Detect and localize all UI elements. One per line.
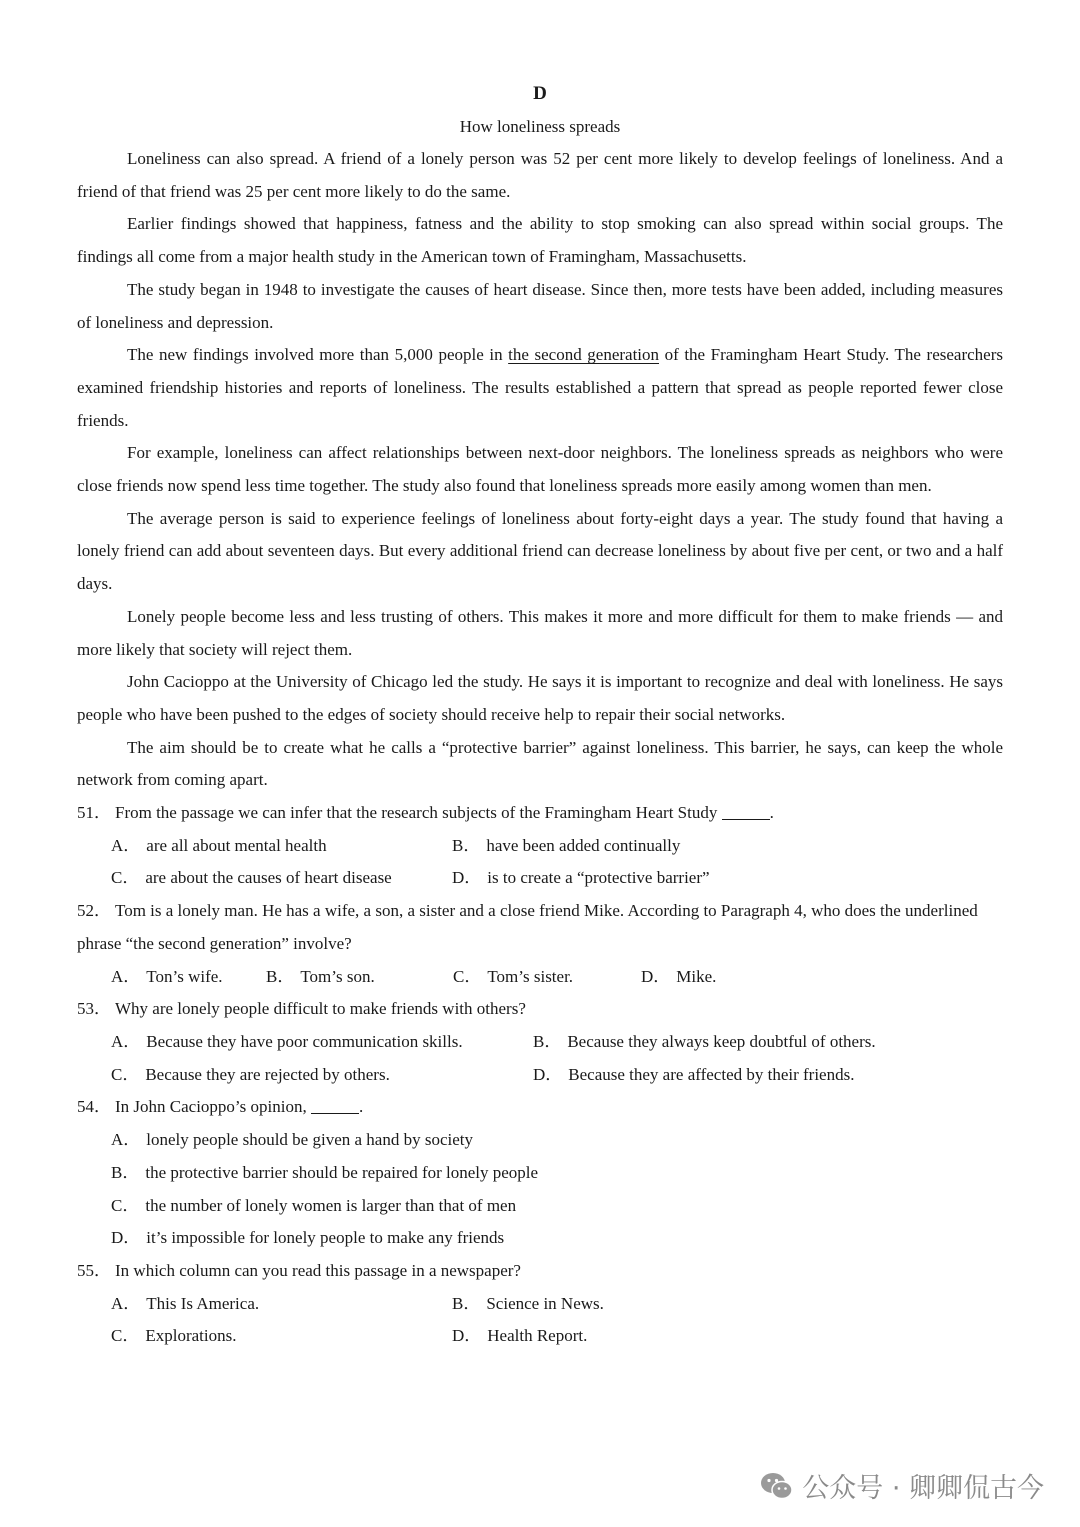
option-d[interactable] — [533, 1059, 1003, 1092]
option-label: B． — [111, 1162, 140, 1182]
option-text: are all about mental health — [146, 835, 327, 855]
option-c[interactable] — [453, 961, 641, 994]
paragraph-4-text-after: of the Framingham Heart Study. The researchers examined friendship histories and reports of loneliness. The results established a pattern that spread as people reported fewer close friends. — [77, 345, 1003, 430]
option-label: A． — [111, 835, 141, 855]
option-text: the number of lonely women is larger than that of men — [145, 1195, 517, 1215]
question-number: 53． — [77, 999, 111, 1019]
paragraph-4-text-before: The new findings involved more than 5,000 people in — [127, 345, 509, 365]
option-b[interactable] — [533, 1026, 1003, 1059]
paragraph-7: Lonely people become less and less trusting of others. This makes it more and more difficult for them to make friends — and more likely that society will reject them. — [77, 606, 1003, 659]
option-label: B． — [266, 966, 295, 986]
question-52-options — [77, 961, 1003, 994]
answer-blank — [311, 1095, 359, 1114]
question-51-options — [77, 830, 1003, 895]
option-text: Tom’s son. — [300, 966, 375, 986]
option-b[interactable] — [111, 1157, 1003, 1190]
question-number: 51． — [77, 803, 111, 823]
option-label: D． — [533, 1064, 563, 1084]
option-a[interactable] — [111, 830, 452, 863]
option-d[interactable] — [452, 862, 1003, 895]
question-stem: Why are lonely people difficult to make friends with others? — [115, 999, 526, 1019]
question-stem-end: . — [358, 1097, 364, 1117]
option-text: Science in News. — [486, 1293, 604, 1313]
option-a[interactable] — [111, 961, 266, 994]
option-label: B． — [452, 1293, 481, 1313]
option-text: is to create a “protective barrier” — [487, 868, 710, 888]
option-label: C． — [111, 1195, 140, 1215]
paragraph-8: John Cacioppo at the University of Chicago led the study. He says it is important to recognize and deal with loneliness. He says people who have been pushed to the edges of society should receive help to repair their social networks. — [77, 672, 1003, 724]
paragraph-6: The average person is said to experience feelings of loneliness about forty-eight days a year. The study found that having a lonely friend can add about seventeen days. But every additional friend can decrease loneliness by about five per cent, or two and a half days. — [77, 508, 1003, 594]
question-53 — [77, 993, 1003, 1026]
option-c[interactable] — [111, 862, 452, 895]
question-54 — [77, 1091, 1003, 1124]
option-text: Ton’s wife. — [146, 966, 223, 986]
option-label: A． — [111, 1031, 141, 1051]
option-label: D． — [452, 1326, 482, 1346]
option-text: are about the causes of heart disease — [145, 868, 392, 888]
option-label: A． — [111, 1130, 141, 1150]
question-number: 55． — [77, 1260, 111, 1280]
question-stem: In John Cacioppo’s opinion, — [115, 1097, 311, 1117]
option-b[interactable] — [452, 1288, 1003, 1321]
option-text: Because they are rejected by others. — [145, 1064, 390, 1084]
option-c[interactable] — [111, 1059, 533, 1092]
option-d[interactable] — [111, 1222, 1003, 1255]
option-label: D． — [452, 868, 482, 888]
question-53-options — [77, 1026, 1003, 1091]
option-label: B． — [452, 835, 481, 855]
option-d[interactable] — [452, 1320, 1003, 1353]
option-text: Mike. — [676, 966, 717, 986]
option-text: lonely people should be given a hand by society — [146, 1130, 473, 1150]
passage-title: How loneliness spreads — [459, 117, 621, 136]
option-label: D． — [641, 966, 671, 986]
option-label: A． — [111, 966, 141, 986]
option-label: C． — [111, 868, 140, 888]
question-stem: From the passage we can infer that the research subjects of the Framingham Heart Study — [115, 803, 722, 823]
section-letter: D — [533, 83, 547, 104]
watermark-text: 公众号 · 卿卿侃古今 — [802, 1473, 1044, 1504]
option-a[interactable] — [111, 1026, 533, 1059]
paragraph-1: Loneliness can also spread. A friend of a lonely person was 52 per cent more likely to develop feelings of loneliness. And a friend of that friend was 25 per cent more likely to do the same. — [77, 149, 1003, 201]
paragraph-4 — [77, 339, 1003, 437]
option-text: the protective barrier should be repaired for lonely people — [145, 1162, 539, 1182]
paragraph-9: The aim should be to create what he calls a “protective barrier” against loneliness. This barrier, he says, can keep the whole network from coming apart. — [77, 737, 1003, 790]
paragraph-2: Earlier findings showed that happiness, fatness and the ability to stop smoking can also spread within social groups. The findings all come from a major health study in the American town of Framingham, Massachusetts. — [77, 214, 1003, 267]
option-b[interactable] — [452, 830, 1003, 863]
question-55 — [77, 1255, 1003, 1288]
option-b[interactable] — [266, 961, 453, 994]
option-text: it’s impossible for lonely people to make any friends — [146, 1228, 505, 1248]
paragraph-5: For example, loneliness can affect relationships between next-door neighbors. The loneliness spreads as neighbors who were close friends now spend less time together. The study also found that loneliness spreads more easily among women than men. — [77, 443, 1003, 496]
question-stem: In which column can you read this passage in a newspaper? — [115, 1260, 521, 1280]
option-text: Tom’s sister. — [487, 966, 574, 986]
option-text: Because they are affected by their friends. — [568, 1064, 855, 1084]
option-text: Explorations. — [145, 1326, 237, 1346]
option-label: D． — [111, 1228, 141, 1248]
option-text: This Is America. — [146, 1293, 260, 1313]
underlined-phrase: the second generation — [508, 345, 660, 365]
watermark — [760, 1466, 1044, 1505]
option-a[interactable] — [111, 1124, 1003, 1157]
option-d[interactable] — [641, 961, 716, 994]
option-label: C． — [111, 1064, 140, 1084]
question-55-options — [77, 1288, 1003, 1353]
option-text: Health Report. — [487, 1326, 588, 1346]
option-text: Because they have poor communication skills. — [146, 1031, 463, 1051]
question-stem-end: . — [769, 803, 774, 823]
option-label: C． — [111, 1326, 140, 1346]
option-c[interactable] — [111, 1190, 1003, 1223]
paragraph-3: The study began in 1948 to investigate the causes of heart disease. Since then, more tests have been added, including measures of loneliness and depression. — [77, 279, 1003, 332]
wechat-icon — [760, 1471, 794, 1501]
option-a[interactable] — [111, 1288, 452, 1321]
question-52 — [77, 895, 1003, 960]
question-number: 54． — [77, 1097, 111, 1117]
option-label: A． — [111, 1293, 141, 1313]
answer-blank — [722, 801, 770, 820]
option-label: B． — [533, 1031, 562, 1051]
question-stem: Tom is a lonely man. He has a wife, a son, a sister and a close friend Mike. According to Paragraph 4, who does the underlined phrase “the second generation” involve? — [77, 901, 978, 953]
option-text: Because they always keep doubtful of others. — [567, 1031, 876, 1051]
question-54-options — [77, 1124, 1003, 1255]
option-c[interactable] — [111, 1320, 452, 1353]
option-label: C． — [453, 966, 482, 986]
question-number: 52． — [77, 901, 111, 921]
exam-page — [77, 78, 1003, 1353]
question-51 — [77, 797, 1003, 830]
option-text: have been added continually — [486, 835, 681, 855]
